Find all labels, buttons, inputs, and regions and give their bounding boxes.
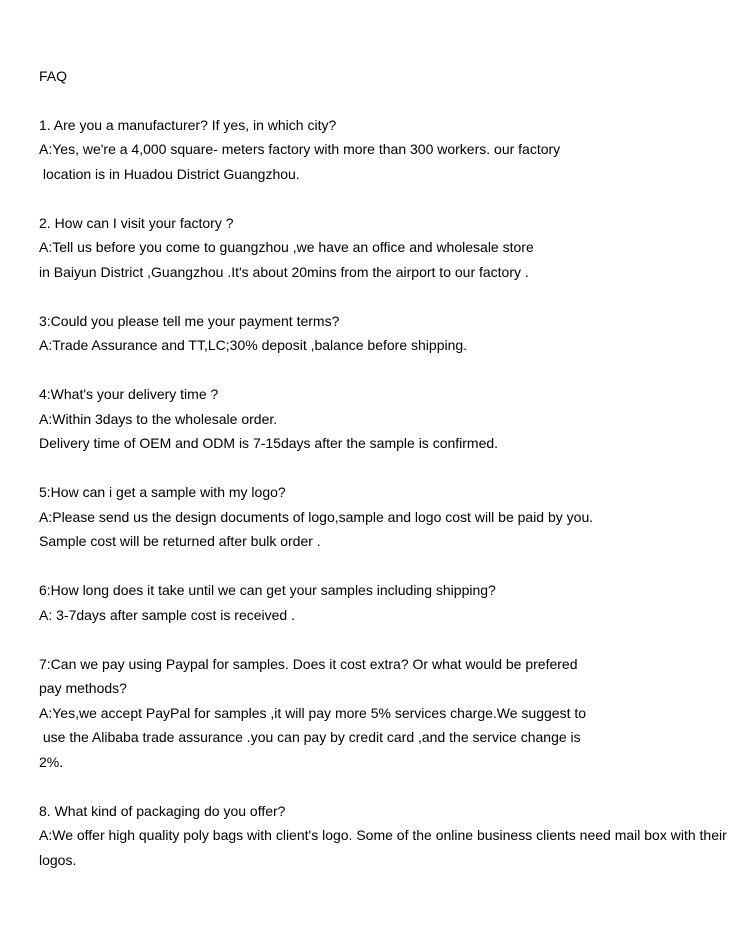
faq-title: FAQ: [39, 68, 68, 84]
faq-question-5: 5:How can i get a sample with my logo?: [39, 484, 286, 500]
faq-answer-7-line-1: A:Yes,we accept PayPal for samples ,it will pay more 5% services charge.We suggest to: [39, 705, 587, 721]
faq-answer-6-line-1: A: 3-7days after sample cost is received .: [39, 607, 295, 623]
faq-answer-8-line-1: A:We offer high quality poly bags with client's logo. Some of the online business clients need mail box with their: [39, 827, 727, 843]
faq-answer-5-line-2: Sample cost will be returned after bulk order .: [39, 533, 321, 549]
faq-answer-7-line-2: use the Alibaba trade assurance .you can pay by credit card ,and the service change is: [39, 729, 581, 745]
faq-answer-1-line-2: location is in Huadou District Guangzhou.: [39, 166, 300, 182]
faq-question-8: 8. What kind of packaging do you offer?: [39, 803, 286, 819]
faq-question-1: 1. Are you a manufacturer? If yes, in which city?: [39, 117, 337, 133]
faq-question-7-line-2: pay methods?: [39, 680, 127, 696]
faq-answer-2-line-1: A:Tell us before you come to guangzhou ,we have an office and wholesale store: [39, 239, 534, 255]
faq-question-3: 3:Could you please tell me your payment terms?: [39, 313, 340, 329]
faq-question-7-line-1: 7:Can we pay using Paypal for samples. Does it cost extra? Or what would be prefered: [39, 656, 578, 672]
faq-question-2: 2. How can I visit your factory ?: [39, 215, 234, 231]
faq-answer-4-line-1: A:Within 3days to the wholesale order.: [39, 411, 278, 427]
faq-answer-2-line-2: in Baiyun District ,Guangzhou .It's about 20mins from the airport to our factory .: [39, 264, 529, 280]
faq-answer-4-line-2: Delivery time of OEM and ODM is 7-15days after the sample is confirmed.: [39, 435, 499, 451]
faq-answer-5-line-1: A:Please send us the design documents of logo,sample and logo cost will be paid by you.: [39, 509, 594, 525]
faq-answer-1-line-1: A:Yes, we're a 4,000 square- meters factory with more than 300 workers. our factory: [39, 141, 561, 157]
faq-answer-7-line-3: 2%.: [39, 754, 64, 770]
faq-answer-3-line-1: A:Trade Assurance and TT,LC;30% deposit ,balance before shipping.: [39, 337, 468, 353]
faq-answer-8-line-2: logos.: [39, 852, 77, 868]
faq-question-4: 4:What's your delivery time ?: [39, 386, 219, 402]
faq-question-6: 6:How long does it take until we can get your samples including shipping?: [39, 582, 496, 598]
